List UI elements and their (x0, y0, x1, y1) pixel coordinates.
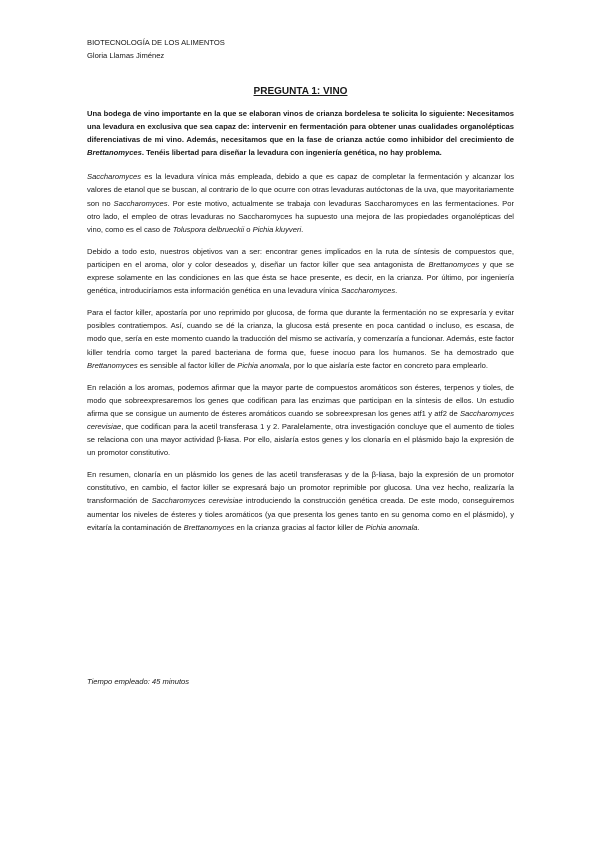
text-run: , por lo que aislaría este factor en concreto para emplearlo. (289, 360, 489, 370)
document-header (87, 37, 514, 62)
italic-term: Brettanomyces (428, 259, 480, 269)
text-run: . (417, 522, 420, 532)
text-run: es la levadura vínica más empleada, debido a que es capaz de completar la fermentación y alcanzar los valores de etanol que se buscan, al contrario de lo que ocurre con otras levaduras autóctonas de la uva, que mayoritariamente son no (87, 172, 514, 208)
italic-term: Saccharomyces cerevisiae (87, 408, 514, 431)
body-paragraph-2 (87, 245, 514, 297)
body-paragraph-4 (87, 381, 514, 460)
italic-term: Saccharomyces (113, 198, 168, 208)
text-run: Debido a todo esto, nuestros objetivos van a ser: encontrar genes implicados en la ruta de síntesis de compuestos que, participen en el aroma, olor y color deseados y, diseñar un factor killer que sea antagonista de (87, 246, 514, 269)
text-run: , que codifican para la acetil transferasa 1 y 2. Paralelamente, otra investigación concluye que el aumento de tioles se relaciona con una mayor actividad β-liasa. Por ello, aislaría estos genes y los clonaría en el plásmido bajo la expresión de un promotor constitutivo. (87, 421, 514, 458)
text-run: . (301, 224, 304, 234)
body-paragraph-3 (87, 306, 514, 371)
italic-term: Saccharomyces cerevisiae (151, 496, 243, 506)
text-run: En relación a los aromas, podemos afirmar que la mayor parte de compuestos aromáticos son ésteres, terpenos y tioles, de modo que sobreexpresaremos los genes que codifican para las enzimas que participan en la síntesis de ellos. Un estudio afirma que se consigue un aumento de ésteres aromáticos cuando se sobreexpresan los genes atf1 y atf2 de (87, 382, 514, 418)
intro-paragraph (87, 107, 514, 159)
text-run: Para el factor killer, apostaría por uno reprimido por glucosa, de forma que durante la fermentación no se expresaría y evitar posibles contratiempos. Así, cuando se dé la crianza, la glucosa está presente en poca cantidad o incluso, es escasa, de modo que, sería en este momento cuando la traducción del mismo se activaría, y comenzaría a funcionar. Además, este factor killer tendría como target la pared bacteriana de forma que, fuese inocuo para los humanos. Se ha demostrado que (87, 308, 514, 357)
body-paragraph-1 (87, 170, 514, 235)
text-run: introduciendo la construcción genética creada. De este modo, conseguiremos aumentar los niveles de ésteres y tioles aromáticos (ya que presenta los genes tanto en su genoma como en el plásmido), y evitaría la contaminación de (87, 496, 515, 532)
italic-term: Brettanomyces (87, 360, 138, 370)
page-title: PREGUNTA 1: VINO (253, 86, 348, 97)
author-name: Gloria Llamas Jiménez (87, 50, 165, 60)
text-run: o (244, 224, 253, 234)
text-run: En resumen, clonaría en un plásmido los genes de las acetil transferasas y de la β-liasa, bajo la expresión de un promotor constitutivo, en cambio, el factor killer se expresará bajo un promotor reprimible por glucosa. Una vez hecho, realizaría la transformación de (87, 470, 514, 506)
text-run: en la crianza gracias al factor killer de (234, 522, 366, 532)
text-run: y que se exprese solamente en las condiciones en las que ésta se hace presente, es decir, en la crianza. Por último, por ingeniería genética, introduciríamos esta información genética en una levadura vínica (87, 259, 514, 296)
italic-term: Brettanomyces (87, 148, 142, 158)
italic-term: Brettanomyces (183, 522, 235, 532)
italic-term: Pichia kluyveri (252, 224, 302, 234)
text-run: Una bodega de vino importante en la que se elaboran vinos de crianza bordelesa te solicita lo siguiente: Necesitamos una levadura en exclusiva que sea capaz de: intervenir en fermentación para obtener unas cualidades organolépticas diferenciativas de mi vino. Además, necesitamos que en la fase de crianza actúe como inhibidor del crecimiento de (87, 109, 514, 145)
body-paragraph-5 (87, 468, 514, 533)
italic-term: Saccharomyces (341, 286, 396, 296)
time-spent-note: Tiempo empleado: 45 minutos (87, 677, 190, 686)
italic-term: Toluspora delbrueckii (172, 224, 245, 234)
text-run: es sensible al factor killer de (137, 360, 238, 370)
italic-term: Pichia anomala (237, 360, 290, 370)
text-run: . Tenéis libertad para diseñar la levadura con ingeniería genética, no hay problema. (141, 148, 442, 158)
text-run: . Por este motivo, actualmente se trabaja con levaduras Saccharomyces en las fermentaciones. Por otro lado, el empleo de otras levaduras no Saccharomyces ha supuesto una mejora de las propiedades organolépticas del vino, como es el caso de (87, 198, 514, 234)
italic-term: Pichia anomala (365, 522, 418, 532)
course-name: BIOTECNOLOGÍA DE LOS ALIMENTOS (87, 38, 225, 47)
text-run: . (395, 286, 398, 296)
italic-term: Saccharomyces (87, 172, 142, 182)
